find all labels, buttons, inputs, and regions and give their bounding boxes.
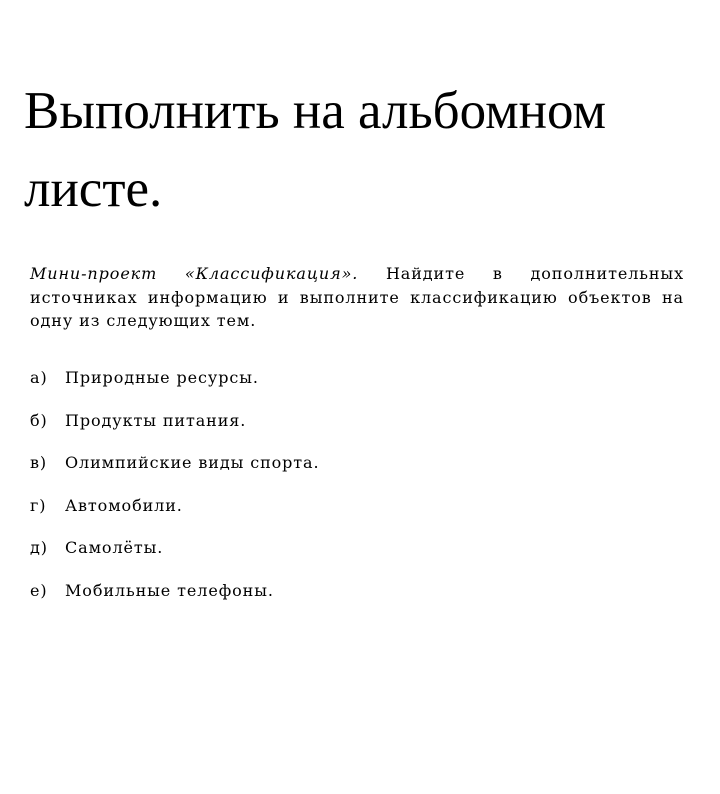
topic-label: Самолёты. bbox=[65, 538, 164, 557]
list-item bbox=[30, 451, 319, 494]
topic-marker: в) bbox=[30, 453, 48, 472]
list-item bbox=[30, 366, 319, 409]
topic-label: Продукты питания. bbox=[65, 410, 247, 430]
list-item bbox=[30, 494, 319, 537]
topic-label: Природные ресурсы. bbox=[65, 368, 259, 387]
list-item bbox=[30, 409, 319, 452]
task-lead: Мини-проект «Классификация». bbox=[30, 264, 359, 283]
topic-label: Автомобили. bbox=[65, 495, 183, 515]
topic-label: Мобильные телефоны. bbox=[65, 580, 274, 600]
task-text: Найдите в дополнительных источниках информацию и выполните классификацию объектов на одну из следующих тем. bbox=[30, 264, 684, 330]
topic-marker: г) bbox=[30, 495, 47, 515]
topic-marker: е) bbox=[30, 580, 48, 600]
list-item bbox=[30, 579, 319, 622]
topic-list bbox=[30, 366, 319, 621]
task-paragraph bbox=[30, 262, 684, 333]
topic-label: Олимпийские виды спорта. bbox=[65, 453, 320, 472]
list-item bbox=[30, 536, 319, 579]
topic-marker: д) bbox=[30, 538, 48, 557]
page-title: Выполнить на альбомном листе. bbox=[24, 82, 607, 218]
topic-marker: б) bbox=[30, 410, 48, 430]
topic-marker: а) bbox=[30, 368, 48, 387]
